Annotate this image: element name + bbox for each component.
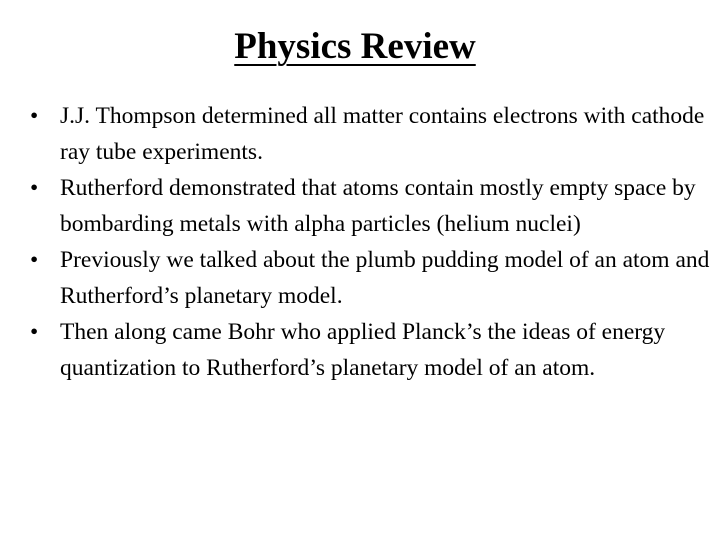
bullet-list — [30, 98, 716, 386]
bullet-icon: • — [30, 319, 39, 345]
bullet-item — [30, 98, 716, 170]
bullet-item — [30, 242, 716, 314]
bullet-icon: • — [30, 175, 39, 201]
bullet-text: J.J. Thompson determined all matter contains electrons with cathode ray tube experiments. — [60, 103, 705, 165]
bullet-item — [30, 170, 716, 242]
bullet-icon: • — [30, 247, 39, 273]
bullet-item — [30, 314, 716, 386]
bullet-text: Then along came Bohr who applied Planck’s the ideas of energy quantization to Rutherford’s planetary model of an atom. — [60, 319, 666, 381]
slide-title: Physics Review — [234, 26, 476, 67]
bullet-text: Previously we talked about the plumb pudding model of an atom and Rutherford’s planetary model. — [60, 247, 710, 309]
bullet-text: Rutherford demonstrated that atoms contain mostly empty space by bombarding metals with alpha particles (helium nuclei) — [60, 175, 696, 237]
bullet-icon: • — [30, 103, 39, 129]
